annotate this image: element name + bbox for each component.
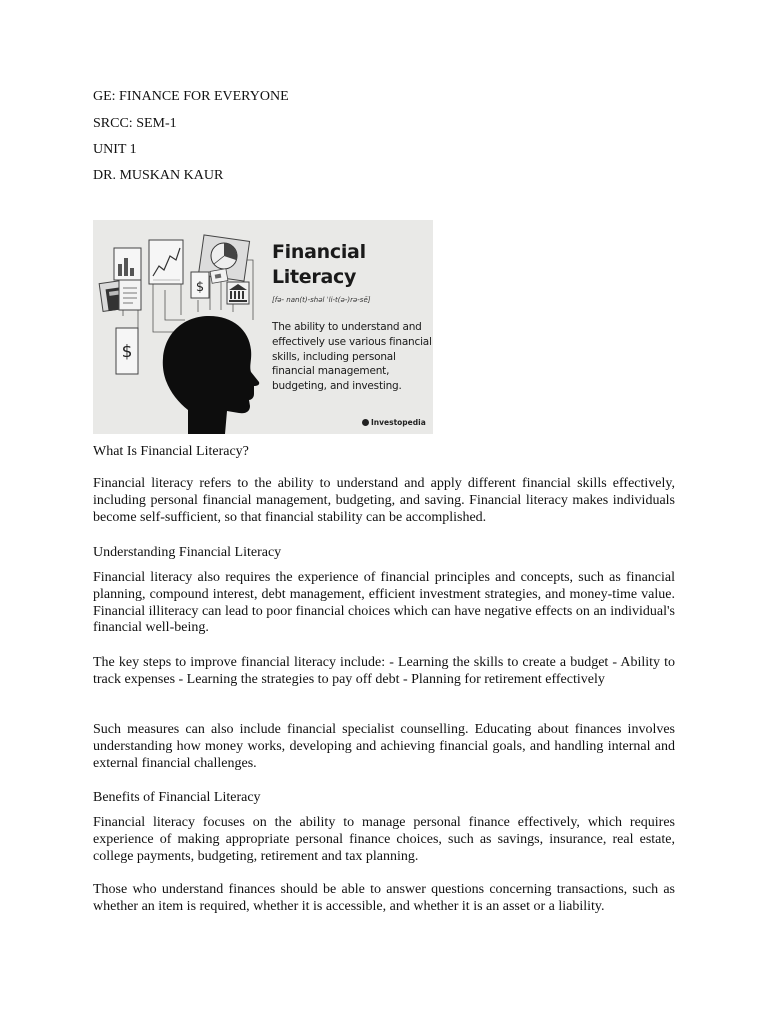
unit-line: UNIT 1 xyxy=(93,142,137,157)
brand-name: Investopedia xyxy=(371,418,426,427)
paragraph: Such measures can also include financial specialist counselling. Educating about finances involves understanding how money works, developing and achieving financial goals, and handling internal and external financial challenges. xyxy=(93,722,675,771)
calculator-icon xyxy=(99,280,141,311)
section-heading: What Is Financial Literacy? xyxy=(93,444,249,459)
section-heading: Benefits of Financial Literacy xyxy=(93,790,261,805)
author-line: DR. MUSKAN KAUR xyxy=(93,168,224,183)
investopedia-logo xyxy=(362,418,426,427)
financial-literacy-figure xyxy=(93,220,433,434)
paragraph: The key steps to improve financial literacy include: - Learning the skills to create a budget - Ability to track expenses - Learning the strategies to pay off debt - Planning for retirement effectively xyxy=(93,655,675,687)
figure-definition: The ability to understand and effectively use various financial skills, including personal financial management, budgeting, and investing. xyxy=(272,321,432,393)
figure-phonetic: [fə- nan(t)-shəl ˈli-t(ə-)rə-sē] xyxy=(272,296,371,304)
paragraph: Financial literacy focuses on the ability to manage personal finance effectively, which requires experience of making appropriate personal finance choices, such as savings, insurance, real estate, college payments, budgeting, retirement and tax planning. xyxy=(93,815,675,864)
line-chart-icon xyxy=(149,240,183,284)
head-silhouette-icon xyxy=(163,316,259,434)
dollar-card-icon xyxy=(116,328,138,374)
figure-title-line1: Financial xyxy=(272,241,366,263)
dollar-card-small-icon xyxy=(191,272,209,298)
logo-mark-icon xyxy=(362,419,369,426)
figure-title xyxy=(272,240,366,290)
paragraph: Financial literacy refers to the ability to understand and apply different financial skills effectively, including personal financial management, budgeting, and saving. Financial literacy makes individuals become self-sufficient, so that financial stability can be accomplished. xyxy=(93,476,675,525)
figure-title-line2: Literacy xyxy=(272,266,357,288)
paragraph: Financial literacy also requires the experience of financial principles and concepts, such as financial planning, compound interest, debt management, efficient investment strategies, and money-time value. Financial illiteracy can lead to poor financial choices which can have negative effects on an individual's financial well-being. xyxy=(93,570,675,636)
svg-text:$: $ xyxy=(121,342,133,362)
bank-icon xyxy=(227,282,249,304)
section-heading: Understanding Financial Literacy xyxy=(93,545,282,560)
document-icon xyxy=(114,248,141,280)
college-line: SRCC: SEM-1 xyxy=(93,116,177,131)
course-title: GE: FINANCE FOR EVERYONE xyxy=(93,89,289,104)
svg-text:$: $ xyxy=(195,280,205,295)
paragraph: Those who understand finances should be able to answer questions concerning transactions, such as whether an item is required, whether it is accessible, and whether it is an asset or a liability. xyxy=(93,882,675,914)
